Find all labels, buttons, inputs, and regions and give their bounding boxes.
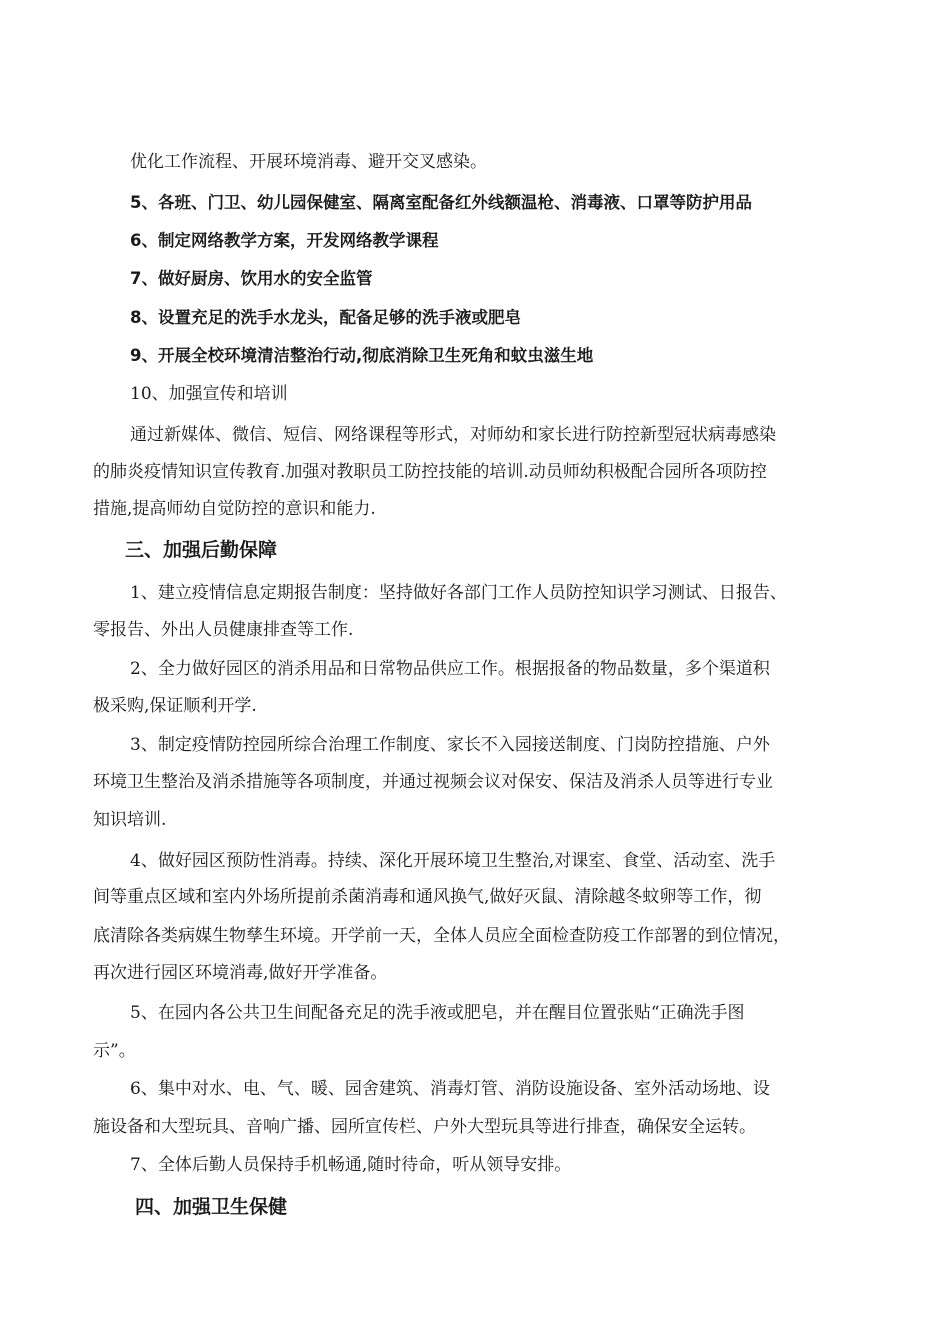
paragraph-line: 的肺炎疫情知识宣传教育.加强对教职员工防控技能的培训.动员师幼积极配合园所各项防控 — [93, 462, 767, 482]
list-item-9: 9、开展全校环境清洁整治行动,彻底消除卫生死角和蚊虫滋生地 — [130, 346, 594, 365]
paragraph-line: 示”。 — [93, 1041, 136, 1061]
paragraph-line: 通过新媒体、微信、短信、网络课程等形式，对师幼和家长进行防控新型冠状病毒感染 — [130, 425, 776, 445]
paragraph-line: 1、建立疫情信息定期报告制度：坚持做好各部门工作人员防控知识学习测试、日报告、 — [130, 583, 787, 603]
paragraph-line: 措施,提高师幼自觉防控的意识和能力. — [93, 499, 376, 519]
paragraph-line: 再次进行园区环境消毒,做好开学准备。 — [93, 963, 388, 983]
section-heading-3: 三、加强后勤保障 — [125, 539, 278, 561]
list-item-5: 5、各班、门卫、幼儿园保健室、隔离室配备红外线额温枪、消毒液、口罩等防护用品 — [130, 193, 752, 212]
paragraph-line: 2、全力做好园区的消杀用品和日常物品供应工作。根据报备的物品数量，多个渠道积 — [130, 659, 770, 679]
paragraph-line: 3、制定疫情防控园所综合治理工作制度、家长不入园接送制度、门岗防控措施、户外 — [130, 735, 770, 755]
paragraph-line: 优化工作流程、开展环境消毒、避开交叉感染。 — [130, 152, 487, 172]
paragraph-line: 5、在园内各公共卫生间配备充足的洗手液或肥皂，并在醒目位置张贴“正确洗手图 — [130, 1003, 745, 1023]
list-item-7: 7、做好厨房、饮用水的安全监管 — [130, 269, 373, 288]
paragraph-line: 间等重点区域和室内外场所提前杀菌消毒和通风换气,做好灭鼠、清除越冬蚊卵等工作，彻 — [93, 887, 762, 907]
paragraph-line: 6、集中对水、电、气、暖、园舍建筑、消毒灯管、消防设施设备、室外活动场地、设 — [130, 1079, 770, 1099]
list-item-6: 6、制定网络教学方案，开发网络教学课程 — [130, 231, 439, 250]
paragraph-line: 极采购,保证顺利开学. — [93, 696, 257, 716]
paragraph-line: 环境卫生整治及消杀措施等各项制度，并通过视频会议对保安、保洁及消杀人员等进行专业 — [93, 772, 773, 792]
paragraph-line: 知识培训. — [93, 810, 167, 830]
paragraph-line: 底清除各类病媒生物孳生环境。开学前一天，全体人员应全面检查防疫工作部署的到位情况， — [93, 926, 790, 946]
list-item-8: 8、设置充足的洗手水龙头，配备足够的洗手液或肥皂 — [130, 308, 521, 327]
paragraph-line: 施设备和大型玩具、音响广播、园所宣传栏、户外大型玩具等进行排查，确保安全运转。 — [93, 1117, 756, 1137]
paragraph-line: 零报告、外出人员健康排查等工作. — [93, 620, 354, 640]
list-item-10: 10、加强宣传和培训 — [130, 384, 288, 404]
section-heading-4: 四、加强卫生保健 — [135, 1196, 288, 1218]
paragraph-line: 7、全体后勤人员保持手机畅通,随时待命，听从领导安排。 — [130, 1155, 572, 1175]
paragraph-line: 4、做好园区预防性消毒。持续、深化开展环境卫生整治,对课室、食堂、活动室、洗手 — [130, 851, 776, 871]
